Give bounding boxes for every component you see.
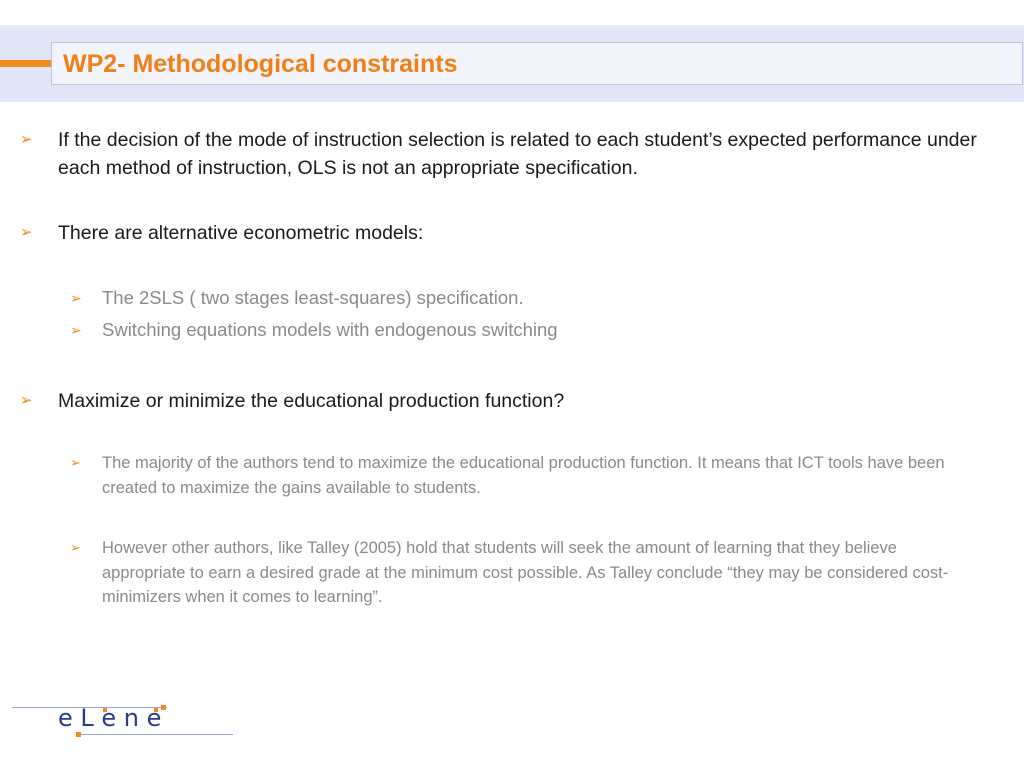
sub-bullet-item <box>70 536 980 610</box>
sub-bullet-item <box>70 314 970 346</box>
bullet-arrow-icon: ➢ <box>70 322 82 338</box>
elene-logo: e L e n e <box>58 704 162 732</box>
bullet-text: There are alternative econometric models: <box>58 222 424 244</box>
bullet-item <box>20 219 980 247</box>
bullet-text: Maximize or minimize the educational production function? <box>58 390 565 412</box>
bullet-arrow-icon: ➢ <box>70 455 81 470</box>
bullet-arrow-icon: ➢ <box>20 131 33 148</box>
sub-bullet-item <box>70 451 980 500</box>
footer-logo <box>0 690 260 750</box>
bullet-arrow-icon: ➢ <box>20 224 33 241</box>
title-accent-bar <box>0 60 51 67</box>
bullet-text: The 2SLS ( two stages least-squares) specification. <box>102 287 524 308</box>
bullet-item <box>20 126 980 182</box>
sub-bullet-item <box>70 282 970 314</box>
bullet-text: If the decision of the mode of instruction selection is related to each student’s expected performance under each method of instruction, OLS is not an appropriate specification. <box>58 129 977 179</box>
logo-square-icon <box>161 705 166 710</box>
bullet-item <box>20 387 980 415</box>
bullet-text: Switching equations models with endogenous switching <box>102 319 558 340</box>
bullet-text: However other authors, like Talley (2005) hold that students will seek the amount of learning that they believe appropriate to earn a desired grade at the minimum cost possible. As Talley conclude “they may be considered cost-minimizers when it comes to learning”. <box>102 539 949 606</box>
bullet-arrow-icon: ➢ <box>70 290 82 306</box>
footer-line <box>78 734 233 735</box>
bullet-arrow-icon: ➢ <box>20 392 33 409</box>
slide-title: WP2- Methodological constraints <box>63 50 458 78</box>
logo-square-icon <box>76 732 81 737</box>
bullet-text: The majority of the authors tend to maximize the educational production function. It means that ICT tools have been created to maximize the gains available to students. <box>102 454 945 497</box>
bullet-arrow-icon: ➢ <box>70 540 81 555</box>
